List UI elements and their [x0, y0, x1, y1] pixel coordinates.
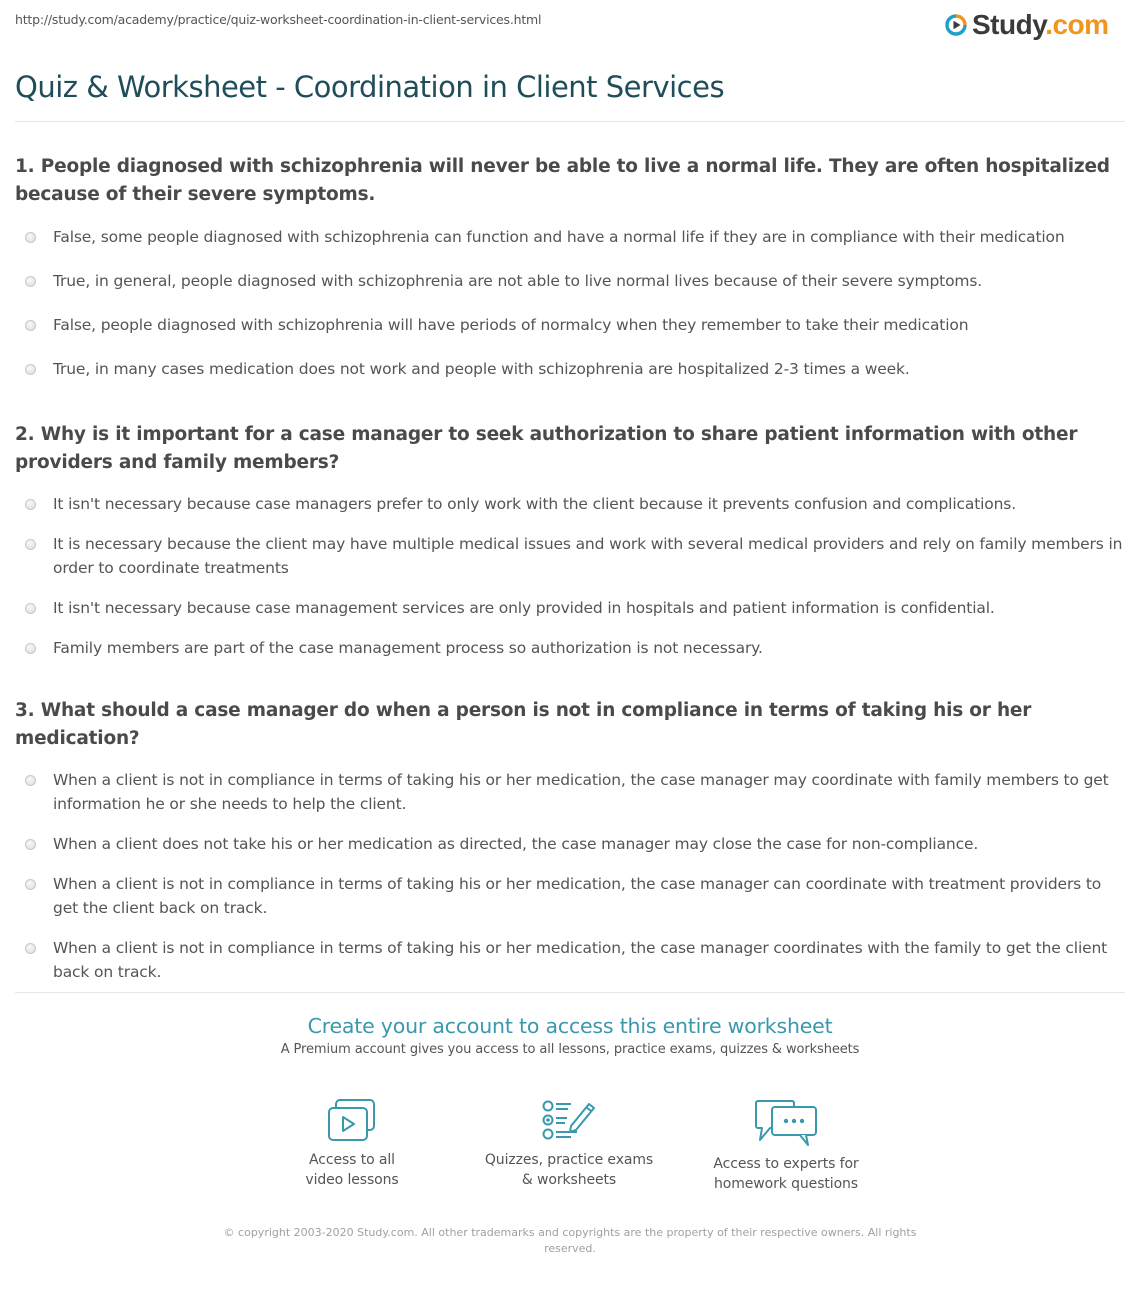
answer-text: When a client does not take his or her medication as directed, the case manager may close the case for non-compliance.	[53, 835, 979, 853]
radio-button[interactable]	[25, 943, 36, 954]
answer-text: When a client is not in compliance in terms of taking his or her medication, the case manager may coordinate with family members to get information he or she needs to help the client.	[53, 771, 1109, 813]
answer-option[interactable]	[15, 596, 1125, 620]
radio-button[interactable]	[25, 364, 36, 375]
feature-label-line: Access to experts for	[713, 1156, 859, 1172]
page-title: Quiz & Worksheet - Coordination in Client Services	[15, 70, 725, 104]
answer-option[interactable]	[15, 225, 1125, 249]
logo-text: Study.com	[972, 9, 1109, 40]
question-title: 3. What should a case manager do when a person is not in compliance in terms of taking his or her medication?	[15, 700, 1032, 749]
answer-text: It isn't necessary because case managers prefer to only work with the client because it prevents confusion and complications.	[53, 495, 1017, 513]
answer-option[interactable]	[15, 357, 1125, 381]
signup-cta	[0, 1014, 1140, 1057]
quiz-checklist-icon	[541, 1098, 597, 1142]
play-circle-icon	[945, 14, 967, 36]
answer-text: When a client is not in compliance in terms of taking his or her medication, the case manager can coordinate with treatment providers to get the client back on track.	[53, 875, 1102, 917]
radio-button[interactable]	[25, 539, 36, 550]
answer-text: When a client is not in compliance in terms of taking his or her medication, the case manager coordinates with the family to get the client back on track.	[53, 939, 1108, 981]
answer-text: It isn't necessary because case management services are only provided in hospitals and patient information is confidential.	[53, 599, 995, 617]
feature-label-line: Quizzes, practice exams	[484, 1152, 654, 1168]
radio-button[interactable]	[25, 643, 36, 654]
answer-text: False, some people diagnosed with schizophrenia can function and have a normal life if they are in compliance with their medication	[53, 228, 1065, 246]
feature-quizzes	[469, 1098, 669, 1190]
question-2	[15, 421, 1125, 660]
question-1	[15, 153, 1125, 381]
radio-button[interactable]	[25, 839, 36, 850]
answer-option[interactable]	[15, 313, 1125, 337]
answer-text: Family members are part of the case management process so authorization is not necessary.	[53, 639, 763, 657]
feature-experts	[686, 1098, 886, 1194]
radio-button[interactable]	[25, 879, 36, 890]
feature-label-line: Access to all	[309, 1152, 395, 1168]
answer-option[interactable]	[15, 532, 1125, 580]
study-logo[interactable]	[945, 8, 1109, 42]
answer-option[interactable]	[15, 492, 1125, 516]
answer-text: True, in many cases medication does not work and people with schizophrenia are hospitalized 2-3 times a week.	[53, 360, 910, 378]
answer-option[interactable]	[15, 636, 1125, 660]
feature-label-line: & worksheets	[521, 1172, 617, 1188]
cta-title-link[interactable]: Create your account to access this entire worksheet	[307, 1014, 833, 1038]
radio-button[interactable]	[25, 775, 36, 786]
question-title: 2. Why is it important for a case manager to seek authorization to share patient information with other providers and family members?	[15, 424, 1078, 473]
copyright-text: © copyright 2003-2020 Study.com. All other trademarks and copyrights are the property of their respective owners. All rights reserved.	[223, 1226, 917, 1255]
answer-option[interactable]	[15, 936, 1125, 984]
page-url: http://study.com/academy/practice/quiz-worksheet-coordination-in-client-services.html	[15, 12, 542, 27]
radio-button[interactable]	[25, 499, 36, 510]
answer-text: True, in general, people diagnosed with schizophrenia are not able to live normal lives because of their severe symptoms.	[53, 272, 983, 290]
chat-experts-icon	[754, 1098, 818, 1146]
answer-text: It is necessary because the client may have multiple medical issues and work with several medical providers and rely on family members in order to coordinate treatments	[53, 535, 1123, 577]
feature-label-line: video lessons	[305, 1172, 399, 1188]
cta-subtitle: A Premium account gives you access to all lessons, practice exams, quizzes & worksheets	[280, 1042, 860, 1057]
divider	[15, 121, 1125, 122]
feature-video-lessons	[252, 1098, 452, 1190]
video-lessons-icon	[326, 1098, 378, 1142]
radio-button[interactable]	[25, 320, 36, 331]
answer-option[interactable]	[15, 768, 1125, 816]
question-title: 1. People diagnosed with schizophrenia will never be able to live a normal life. They are often hospitalized because of their severe symptoms.	[15, 156, 1110, 205]
answer-option[interactable]	[15, 269, 1125, 293]
answer-text: False, people diagnosed with schizophrenia will have periods of normalcy when they remember to take their medication	[53, 316, 969, 334]
feature-label-line: homework questions	[714, 1176, 858, 1192]
answer-option[interactable]	[15, 872, 1125, 920]
divider	[15, 992, 1125, 993]
question-3	[15, 697, 1125, 984]
answer-option[interactable]	[15, 832, 1125, 856]
radio-button[interactable]	[25, 232, 36, 243]
radio-button[interactable]	[25, 276, 36, 287]
radio-button[interactable]	[25, 603, 36, 614]
